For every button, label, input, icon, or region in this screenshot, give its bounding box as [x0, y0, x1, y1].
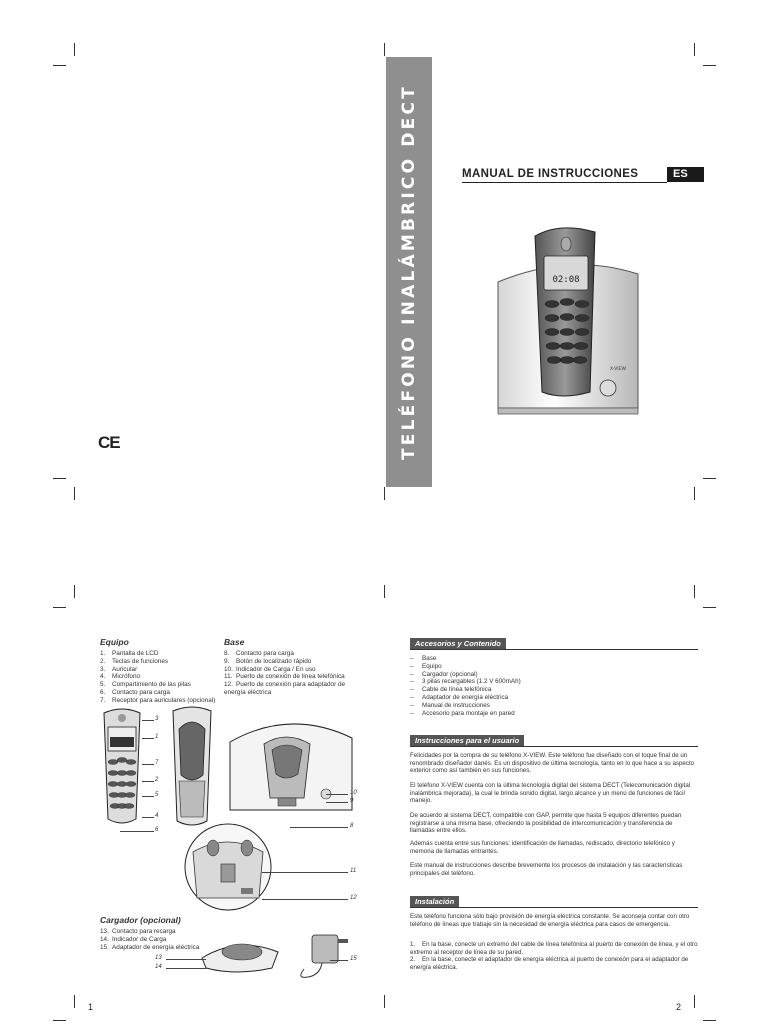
item-number: 2. — [410, 956, 416, 964]
equipo-item — [100, 650, 220, 658]
page-number: 1 — [88, 1002, 94, 1012]
equipo-title: Equipo — [100, 637, 129, 647]
heading-rule — [410, 907, 698, 908]
item-text: Indicador de Carga — [112, 935, 167, 943]
item-text: Receptor para auriculares (opcional) — [112, 696, 216, 704]
instalacion-heading: Instalación — [410, 896, 459, 907]
callout-label: 10 — [350, 790, 357, 796]
instalacion-step — [410, 956, 698, 971]
callout-leader — [142, 817, 154, 818]
crop-mark — [384, 995, 385, 1008]
item-text: Teclas de funciones — [112, 657, 169, 665]
callout-label: 11 — [350, 868, 357, 874]
callout-label: 15 — [350, 956, 357, 962]
item-text: En la base, conecte un extremo del cable de línea telefónica al puerto de conexión de línea, y el otro extremo al receptor de línea de su pared. — [410, 941, 698, 956]
callout-leader — [330, 960, 348, 961]
callout-label: 8 — [350, 823, 354, 829]
item-number: 2. — [100, 657, 106, 665]
vertical-title: TELÉFONO INALÁMBRICO DECT — [399, 84, 419, 460]
phone-brand-text: X-VIEW — [610, 367, 626, 372]
callout-leader — [142, 796, 154, 797]
accesorio-item: – Equipo — [410, 663, 698, 671]
equipo-item — [100, 697, 220, 705]
item-text: En la base, conecte el adaptador de energía eléctrica al puerto de conexión para el adaptador de energía eléctrica. — [410, 956, 689, 971]
crop-mark — [694, 43, 695, 56]
item-number: 10. — [224, 665, 233, 673]
instrucciones-heading: Instrucciones para el usuario — [410, 735, 524, 746]
crop-mark — [53, 1020, 66, 1021]
accesorio-item: – Base — [410, 655, 698, 663]
accesorio-item: – Cable de línea telefónica — [410, 686, 698, 694]
item-text: Contacto para carga — [236, 650, 294, 657]
accesorios-list — [410, 655, 698, 717]
instalacion-step — [410, 941, 698, 956]
phone-screen-text: 02:08 — [552, 275, 580, 285]
item-text: Compartimiento de las pilas — [112, 681, 191, 689]
item-text: Pantalla de LCD — [112, 650, 159, 657]
callout-label: 6 — [155, 827, 159, 833]
item-number: 14. — [100, 935, 109, 943]
item-number: 8. — [224, 650, 230, 657]
equipo-item — [100, 658, 220, 666]
callout-leader — [166, 968, 206, 969]
item-text: Micrófono — [112, 673, 141, 681]
connector-detail-illustration — [183, 822, 273, 912]
item-text: Auricular — [112, 665, 138, 673]
item-number: 11. — [224, 673, 233, 681]
callout-leader — [142, 764, 154, 765]
item-number: 4. — [100, 673, 106, 681]
callout-leader — [142, 720, 154, 721]
cargador-item — [100, 936, 220, 944]
base-title: Base — [224, 637, 245, 647]
crop-mark — [694, 995, 695, 1008]
callout-leader — [142, 781, 154, 782]
crop-mark — [384, 585, 385, 598]
cargador-list — [100, 928, 220, 951]
crop-mark — [703, 607, 716, 608]
base-item — [224, 673, 354, 681]
crop-mark — [53, 65, 66, 66]
page-number: 2 — [676, 1002, 682, 1012]
crop-mark — [694, 585, 695, 598]
item-number: 13. — [100, 928, 109, 935]
crop-mark — [53, 478, 66, 479]
item-number: 6. — [100, 688, 106, 696]
instalacion-steps — [410, 941, 698, 971]
crop-mark — [694, 487, 695, 500]
crop-mark — [703, 65, 716, 66]
callout-label: 4 — [155, 813, 159, 819]
item-text: Contacto para recarga — [112, 928, 176, 935]
accesorio-item: – Accesorio para montaje en pared — [410, 710, 698, 718]
base-item — [224, 666, 354, 674]
paragraph: De acuerdo al sistema DECT, compatible con GAP, permite que hasta 5 equipos diferentes puedan registrarse a una misma base, ofreciendo la posibilidad de intercomunicación y transferencia de llamadas entre ellos. — [410, 812, 682, 835]
base-station-illustration — [226, 712, 356, 812]
language-badge: ES — [667, 167, 704, 182]
callout-label: 12 — [350, 895, 357, 901]
crop-mark — [703, 1020, 716, 1021]
equipo-list — [100, 650, 220, 705]
callout-leader — [262, 872, 348, 873]
item-text: Puerto de conexión de línea telefónica — [236, 673, 345, 681]
crop-mark — [74, 995, 75, 1008]
callout-leader — [120, 831, 154, 832]
equipo-item — [100, 689, 220, 697]
base-item — [224, 650, 354, 658]
callout-label: 9 — [350, 798, 354, 804]
callout-leader — [326, 794, 348, 795]
paragraph: Este teléfono funciona sólo bajo provisión de energía eléctrica constante. Se aconseja contar con otro teléfono de líneas que trabaje sin la necesidad de energía eléctrica para casos de emergencia. — [410, 913, 690, 928]
cargador-item — [100, 928, 220, 936]
title-rule — [462, 182, 667, 183]
crop-mark — [74, 487, 75, 500]
crop-mark — [384, 43, 385, 56]
paragraph: Además cuenta entre sus funciones: identificación de llamadas, rediscado, directorio telefónico y memoria de llamadas entrantes. — [410, 840, 675, 855]
accesorio-item: – Adaptador de energía eléctrica — [410, 694, 698, 702]
accesorio-item: – 3 pilas recargables (1.2 V 600mAh) — [410, 678, 698, 686]
crop-mark — [74, 43, 75, 56]
title-band — [386, 57, 432, 487]
accesorios-heading: Accesorios y Contenido — [410, 638, 506, 649]
accesorio-item: – Cargador (opcional) — [410, 671, 698, 679]
cover-phone-illustration — [490, 222, 650, 422]
item-number: 12. — [224, 681, 233, 689]
item-number: 9. — [224, 657, 230, 665]
item-number: 15. — [100, 943, 109, 951]
base-item — [224, 681, 354, 697]
item-number: 5. — [100, 681, 106, 689]
accesorio-item: – Manual de instrucciones — [410, 702, 698, 710]
cargador-title: Cargador (opcional) — [100, 915, 181, 925]
paragraph: El teléfono X-VIEW cuenta con la última tecnología digital del sistema DECT (Telecomunicación digital inalámbrica mejorada), la cual le brinda sonido digital, largo alcance y un menú de funciones de fácil manejo. — [410, 782, 691, 805]
power-adapter-illustration — [300, 925, 355, 985]
equipo-item — [100, 666, 220, 674]
callout-leader — [326, 802, 348, 803]
callout-label: 13 — [155, 955, 162, 961]
crop-mark — [74, 585, 75, 598]
item-number: 1. — [410, 941, 416, 948]
base-item — [224, 658, 354, 666]
callout-label: 7 — [155, 760, 159, 766]
callout-leader — [166, 959, 206, 960]
crop-mark — [703, 478, 716, 479]
callout-label: 2 — [155, 777, 159, 783]
item-text: Adaptador de energía eléctrica — [112, 943, 200, 951]
crop-mark — [384, 487, 385, 500]
callout-leader — [142, 738, 154, 739]
item-text: Contacto para carga — [112, 688, 170, 696]
item-text: Botón de localizado rápido — [236, 657, 312, 665]
callout-leader — [290, 827, 348, 828]
equipo-item — [100, 681, 220, 689]
manual-title: MANUAL DE INSTRUCCIONES — [462, 168, 639, 180]
item-text: Indicador de Carga / En uso — [236, 665, 316, 673]
callout-label: 1 — [155, 734, 159, 740]
cargador-item — [100, 944, 220, 952]
crop-mark — [53, 607, 66, 608]
handset-front-illustration — [98, 707, 146, 827]
callout-label: 3 — [155, 716, 159, 722]
heading-rule — [410, 746, 698, 747]
item-number: 3. — [100, 665, 106, 673]
callout-label: 14 — [155, 964, 162, 970]
paragraph: Felicidades por la compra de su teléfono X-VIEW. Este teléfono fue diseñado con el toque final de un renombrado diseñador danés. Es un dispositivo de última tecnología, tanto en lo que hace a su aspecto exterior como así también en sus funciones. — [410, 752, 695, 775]
handset-back-illustration — [167, 705, 217, 829]
heading-rule — [410, 649, 698, 650]
item-number: 1. — [100, 650, 106, 657]
item-number: 7. — [100, 696, 106, 704]
ce-mark: CE — [98, 433, 120, 452]
paragraph: Este manual de instrucciones describe brevemente los procesos de instalación y las características principales del teléfono. — [410, 862, 683, 877]
equipo-item — [100, 673, 220, 681]
item-text: Puerto de conexión para adaptador de energía eléctrica — [224, 681, 346, 696]
base-list — [224, 650, 354, 697]
callout-leader — [262, 899, 348, 900]
callout-label: 5 — [155, 792, 159, 798]
